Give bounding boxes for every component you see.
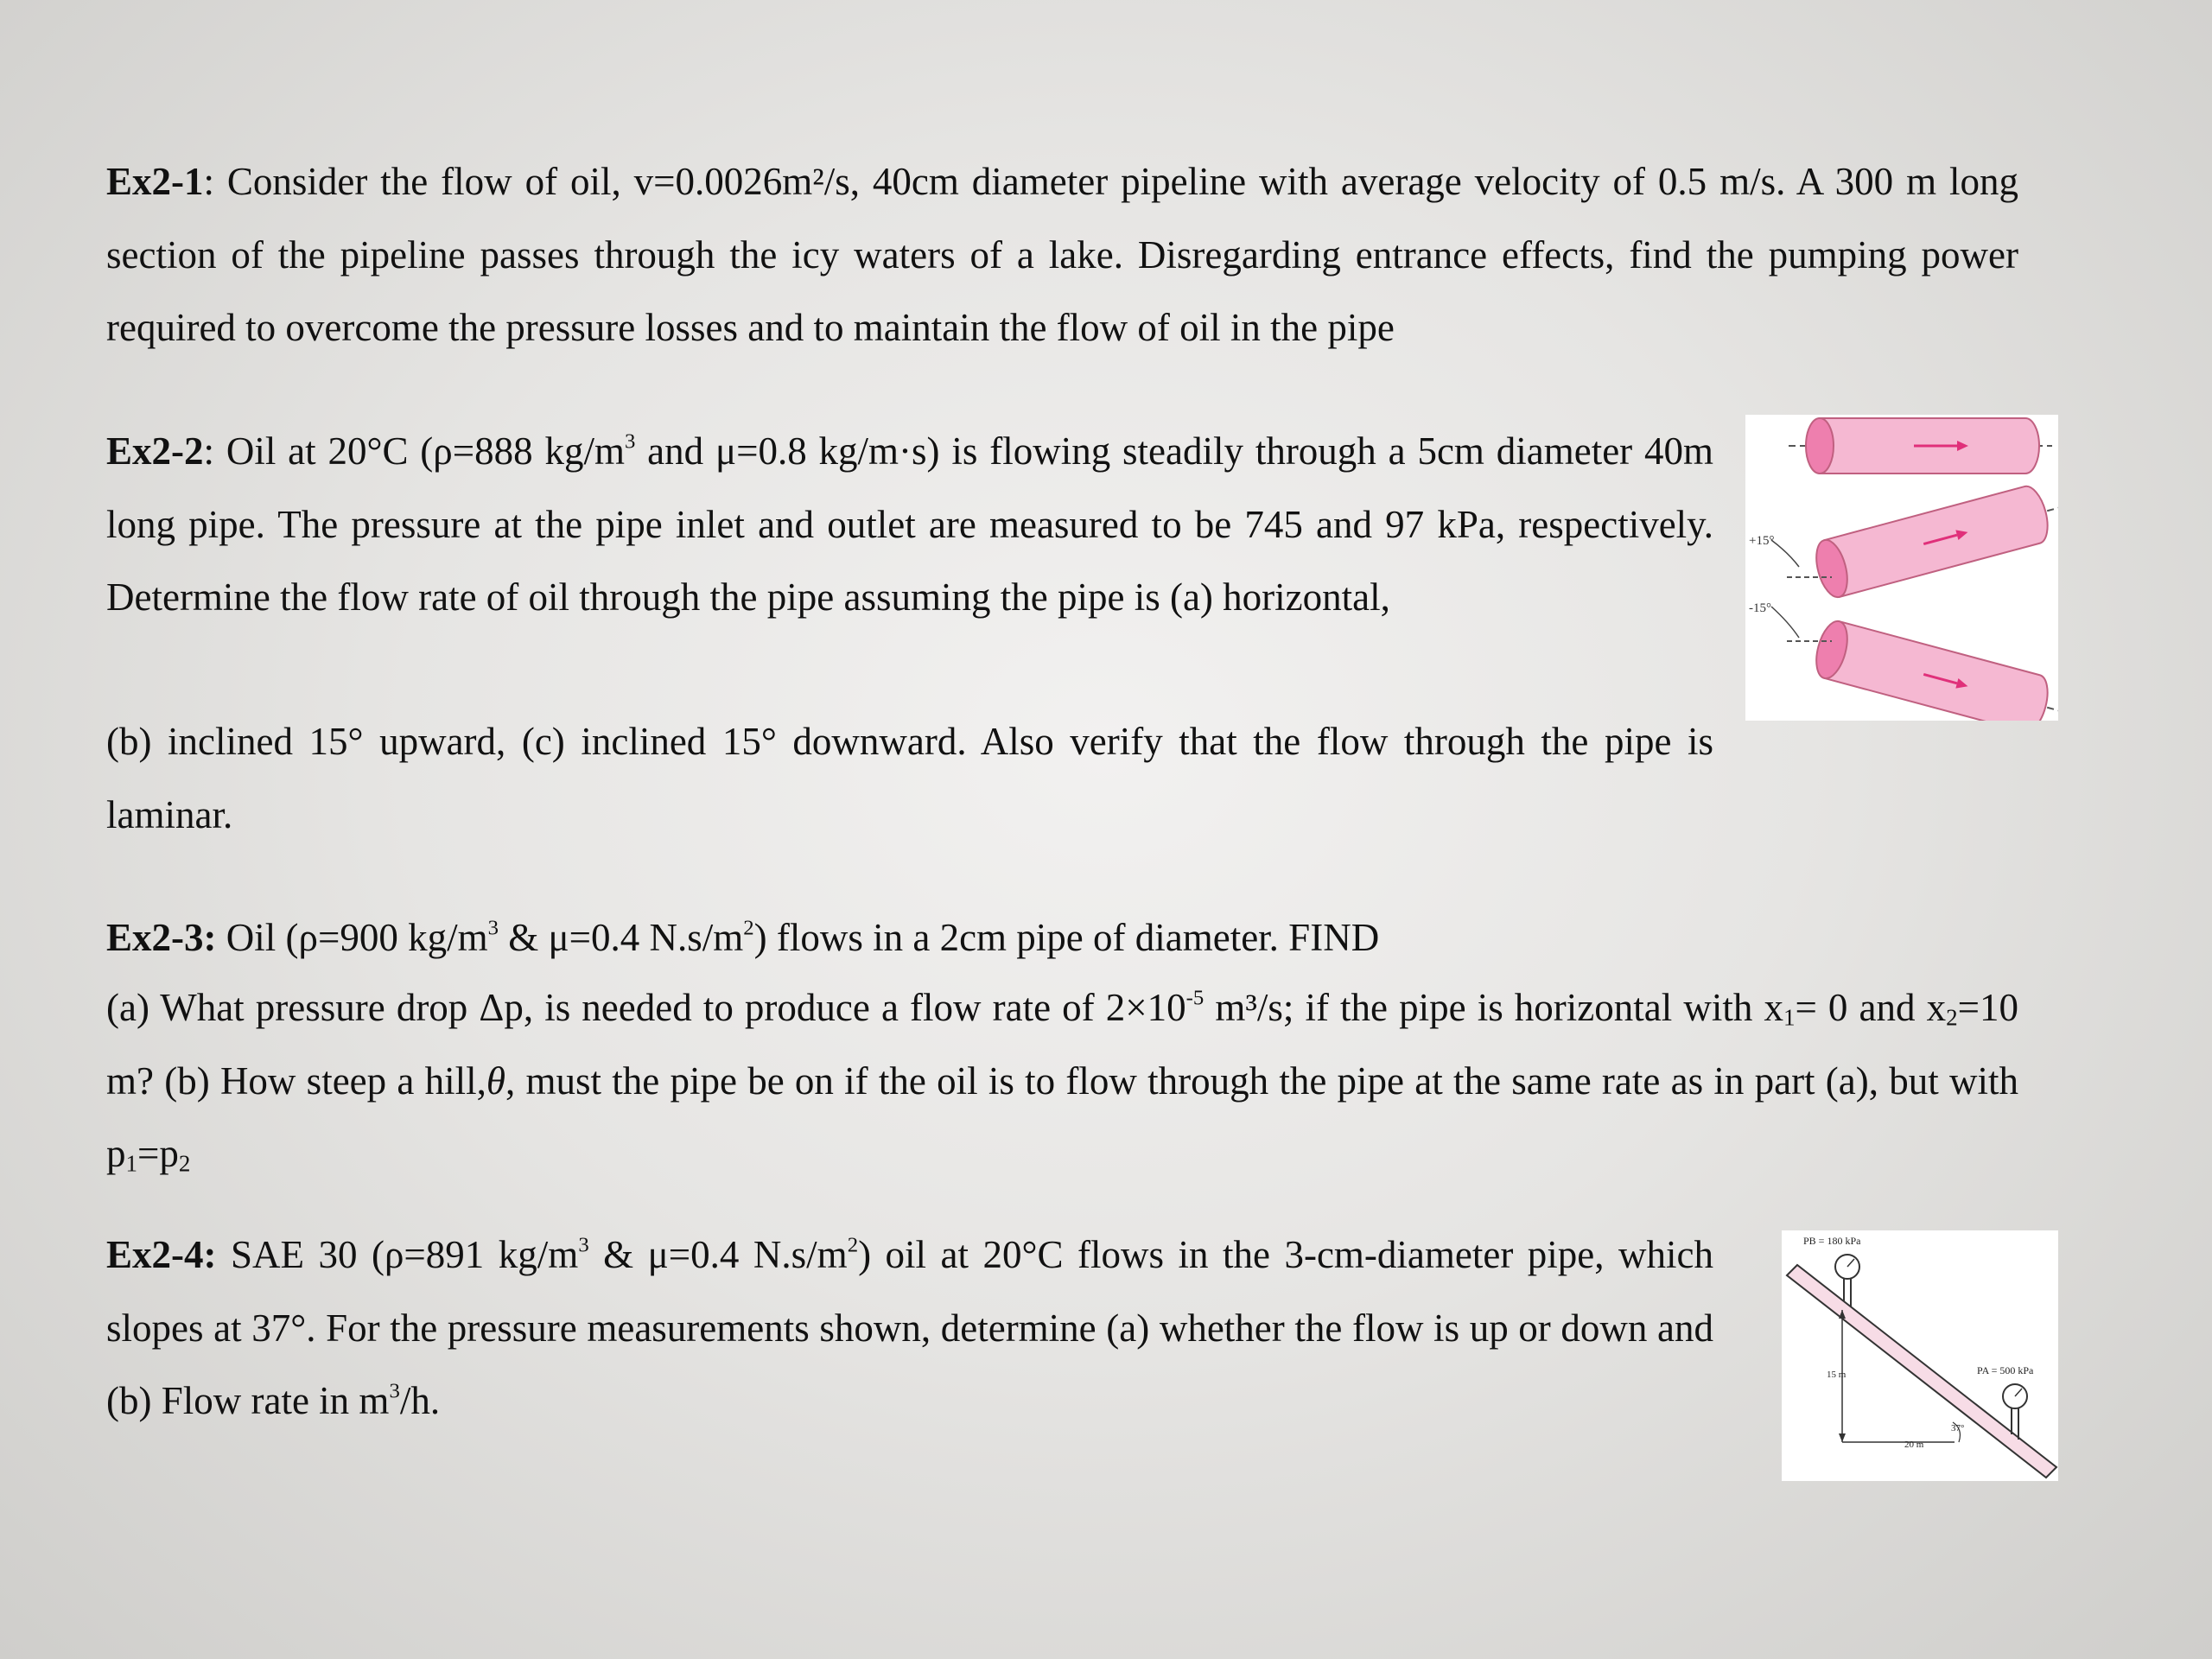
angle-label: 37° [1951,1423,1965,1433]
exercise-2-3-continued: (a) What pressure drop Δp, is needed to produce a flow rate of $2\times 10^{-5}$ m³/s; if the pipe is horizontal with $x_1= 0$ and $x_2=10$ m? (b) How steep a hill,θ, must the pipe be on if the oil is to flow through the pipe at the same rate as in part (a), but with $p_1=p_2$ [106,986,2018,1177]
exercise-label: Ex2-3: [106,916,217,959]
exercise-2-2: Ex2-2: Oil at 20°C (ρ=888 $kg/m^3$ and μ=0.8 kg/m·s) is flowing steadily through a 5cm diameter 40m long pipe. The pressure at the pipe inlet and outlet are measured to be 745 and 97 kPa, respectively. Determine the flow rate of oil through the pipe assuming the pipe is (a) horizontal, [106,429,1713,619]
inclined-pipes-figure [1745,415,2058,721]
exercise-2-1 [106,145,2018,365]
exercise-label: Ex2-4: [106,1233,217,1276]
exercise-text: : Consider the flow of oil, v=0.0026m²/s, 40cm diameter pipeline with average velocity of 0.5 m/s. A 300 m long section of the pipeline passes through the icy waters of a lake. Disregarding entrance effects, find the pumping power required to overcome the pressure losses and to maintain the flow of oil in the pipe [106,160,2018,349]
height-label: 15 m [1827,1370,1847,1380]
exercise-2-2-continued: (b) inclined 15° upward, (c) inclined 15° downward. Also verify that the flow through the pipe is laminar. [106,720,1713,836]
pressure-a-label: PA = 500 kPa [1977,1364,2034,1376]
exercise-label: Ex2-1 [106,160,204,203]
sloped-pipe-figure [1782,1230,2058,1481]
exercise-2-3: Ex2-3: Oil (ρ=900 $kg/m^3$ & μ=0.4 $N.s/m^2$) flows in a 2cm pipe of diameter. FIND [106,916,1380,959]
pressure-b-label: PB = 180 kPa [1803,1235,1861,1247]
exercise-2-4: Ex2-4: SAE 30 (ρ=891 $kg/m^3$ & μ=0.4 $N.s/m^2$) oil at 20°C flows in the 3-cm-diameter pipe, which slopes at 37°. For the pressure measurements shown, determine (a) whether the flow is up or down and (b) Flow rate in $m^3/h$. [106,1233,1713,1422]
angle-label-down: -15° [1749,601,1771,615]
angle-label-up: +15° [1749,534,1775,548]
exercise-label: Ex2-2 [106,429,204,473]
run-label: 20 m [1904,1440,1924,1450]
